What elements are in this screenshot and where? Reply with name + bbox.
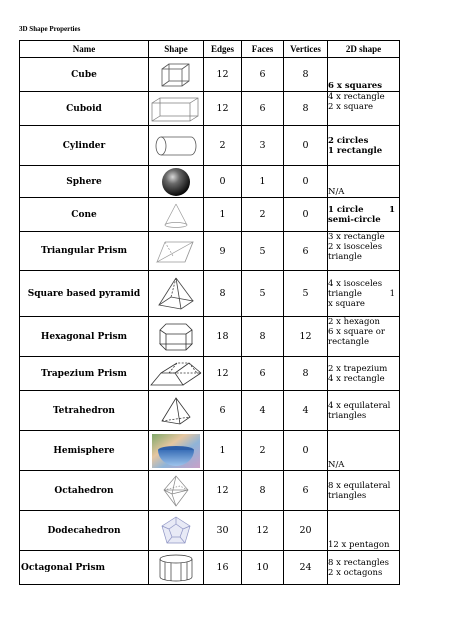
- edges-value: 30: [204, 511, 242, 551]
- twod-text: x square: [328, 298, 365, 309]
- twod-text: 2 x trapezium: [328, 363, 388, 374]
- cone-icon: [161, 201, 191, 229]
- header-shape: Shape: [149, 41, 204, 58]
- twod-text: 6 x squares: [328, 81, 382, 91]
- table-row: [20, 271, 400, 317]
- edges-value: 1: [204, 431, 242, 471]
- twod-text: 8 x rectangles: [328, 557, 389, 568]
- vertices-value: 0: [284, 166, 328, 198]
- shape-name: Octagonal Prism: [20, 551, 149, 585]
- header-2d-shape: 2D shape: [328, 41, 400, 58]
- octagonal-prism-icon: [156, 553, 196, 583]
- twod-text: 4 x rectangle: [328, 92, 385, 102]
- cuboid-icon: [150, 95, 202, 123]
- shape-properties-table: [19, 40, 400, 585]
- table-row: [20, 166, 400, 198]
- shape-name: Square based pyramid: [20, 271, 149, 317]
- twod-text: 2 x isosceles: [328, 242, 383, 252]
- vertices-value: 24: [284, 551, 328, 585]
- vertices-value: 0: [284, 431, 328, 471]
- shape-name: Dodecahedron: [20, 511, 149, 551]
- edges-value: 0: [204, 166, 242, 198]
- header-vertices: Vertices: [284, 41, 328, 58]
- hemisphere-icon: [152, 434, 200, 468]
- trapezium-prism-icon: [149, 359, 203, 389]
- twod-text: triangle: [328, 288, 362, 299]
- twod-text: triangles: [328, 410, 367, 421]
- twod-text: N/A: [328, 187, 345, 197]
- twod-text: triangles: [328, 490, 367, 501]
- table-row: [20, 391, 400, 431]
- faces-value: 4: [242, 391, 284, 431]
- square-pyramid-icon: [155, 275, 197, 313]
- vertices-value: 6: [284, 471, 328, 511]
- vertices-value: 12: [284, 317, 328, 357]
- vertices-value: 8: [284, 92, 328, 126]
- vertices-value: 8: [284, 58, 328, 92]
- faces-value: 8: [242, 471, 284, 511]
- twod-text: 2 x octagons: [328, 567, 383, 578]
- table-row: [20, 431, 400, 471]
- shape-name: Trapezium Prism: [20, 357, 149, 391]
- edges-value: 8: [204, 271, 242, 317]
- twod-text: 1 circle: [328, 204, 364, 215]
- edges-value: 6: [204, 391, 242, 431]
- shape-name: Hexagonal Prism: [20, 317, 149, 357]
- vertices-value: 8: [284, 357, 328, 391]
- twod-text: 2 x hexagon: [328, 317, 381, 327]
- twod-text: rectangle: [328, 337, 370, 347]
- shape-name: Cuboid: [20, 92, 149, 126]
- shape-name: Cube: [20, 58, 149, 92]
- cube-icon: [158, 61, 194, 89]
- edges-value: 12: [204, 92, 242, 126]
- table-row: [20, 551, 400, 585]
- faces-value: 5: [242, 232, 284, 271]
- faces-value: 2: [242, 198, 284, 232]
- twod-text: 4 x rectangle: [328, 373, 385, 384]
- faces-value: 5: [242, 271, 284, 317]
- shape-name: Cone: [20, 198, 149, 232]
- twod-text: 1: [389, 288, 395, 299]
- vertices-value: 20: [284, 511, 328, 551]
- table-row: [20, 471, 400, 511]
- shape-name: Triangular Prism: [20, 232, 149, 271]
- twod-text: 8 x equilateral: [328, 480, 391, 491]
- faces-value: 8: [242, 317, 284, 357]
- table-row: [20, 92, 400, 126]
- table-row: [20, 58, 400, 92]
- twod-text: N/A: [328, 460, 345, 470]
- faces-value: 10: [242, 551, 284, 585]
- edges-value: 18: [204, 317, 242, 357]
- faces-value: 12: [242, 511, 284, 551]
- table-row: [20, 126, 400, 166]
- header-name: Name: [20, 41, 149, 58]
- faces-value: 6: [242, 357, 284, 391]
- edges-value: 16: [204, 551, 242, 585]
- vertices-value: 6: [284, 232, 328, 271]
- hexagonal-prism-icon: [154, 320, 198, 354]
- vertices-value: 0: [284, 198, 328, 232]
- vertices-value: 4: [284, 391, 328, 431]
- shape-name: Octahedron: [20, 471, 149, 511]
- twod-text: 3 x rectangle: [328, 232, 385, 242]
- edges-value: 2: [204, 126, 242, 166]
- edges-value: 1: [204, 198, 242, 232]
- sphere-icon: [161, 167, 191, 197]
- faces-value: 6: [242, 92, 284, 126]
- twod-text: 4 x isosceles: [328, 278, 383, 289]
- table-header-row: [20, 41, 400, 58]
- twod-text: 1: [389, 204, 395, 215]
- octahedron-icon: [160, 474, 192, 508]
- header-faces: Faces: [242, 41, 284, 58]
- vertices-value: 5: [284, 271, 328, 317]
- table-row: [20, 511, 400, 551]
- table-row: [20, 317, 400, 357]
- shape-name: Hemisphere: [20, 431, 149, 471]
- twod-text: triangle: [328, 252, 362, 262]
- vertices-value: 0: [284, 126, 328, 166]
- cylinder-icon: [153, 131, 199, 161]
- table-row: [20, 357, 400, 391]
- dodecahedron-icon: [159, 515, 193, 547]
- faces-value: 3: [242, 126, 284, 166]
- twod-text: 6 x square or: [328, 327, 385, 337]
- twod-text: 4 x equilateral: [328, 400, 391, 411]
- tetrahedron-icon: [158, 395, 194, 427]
- faces-value: 2: [242, 431, 284, 471]
- shape-name: Sphere: [20, 166, 149, 198]
- twod-text: 12 x pentagon: [328, 540, 390, 550]
- shape-name: Cylinder: [20, 126, 149, 166]
- edges-value: 12: [204, 357, 242, 391]
- twod-text: semi-circle: [328, 214, 381, 225]
- shape-name: Tetrahedron: [20, 391, 149, 431]
- header-edges: Edges: [204, 41, 242, 58]
- twod-text: 1 rectangle: [328, 145, 383, 156]
- table-row: [20, 198, 400, 232]
- twod-text: 2 x square: [328, 102, 374, 112]
- faces-value: 6: [242, 58, 284, 92]
- page-title: 3D Shape Properties: [19, 25, 81, 33]
- triangular-prism-icon: [153, 236, 199, 266]
- twod-text: 2 circles: [328, 135, 369, 146]
- edges-value: 12: [204, 58, 242, 92]
- faces-value: 1: [242, 166, 284, 198]
- edges-value: 9: [204, 232, 242, 271]
- edges-value: 12: [204, 471, 242, 511]
- table-row: [20, 232, 400, 271]
